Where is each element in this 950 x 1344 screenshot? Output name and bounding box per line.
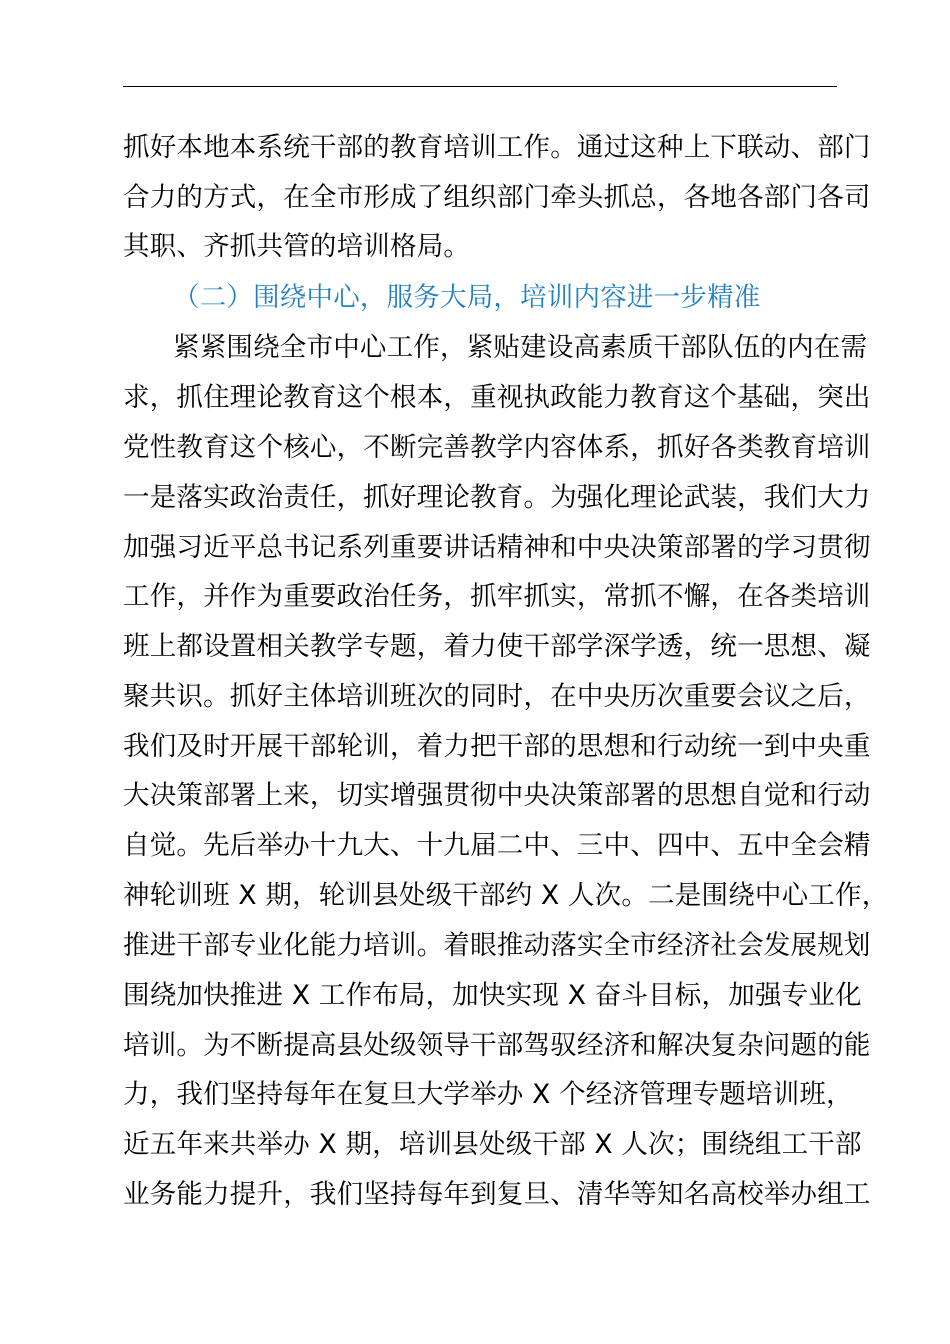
text-line: 大决策部署上来，切实增强贯彻中央决策部署的思想自觉和行动 bbox=[123, 780, 871, 811]
text-line: 业务能力提升，我们坚持每年到复旦、清华等知名高校举办组工 bbox=[123, 1179, 871, 1210]
text-line: 紧紧围绕全市中心工作，紧贴建设高素质干部队伍的内在需 bbox=[173, 332, 868, 363]
text-line: 我们及时开展干部轮训，着力把干部的思想和行动统一到中央重 bbox=[123, 731, 871, 762]
text-line: 抓好本地本系统干部的教育培训工作。通过这种上下联动、部门 bbox=[123, 132, 871, 163]
text-line: 培训。为不断提高县处级领导干部驾驭经济和解决复杂问题的能 bbox=[123, 1030, 871, 1061]
text-line: 党性教育这个核心，不断完善教学内容体系，抓好各类教育培训 bbox=[123, 432, 871, 463]
text-line: 围绕加快推进 X 工作布局，加快实现 X 奋斗目标，加强专业化 bbox=[123, 980, 862, 1011]
text-line: 近五年来共举办 X 期，培训县处级干部 X 人次；围绕组工干部 bbox=[123, 1129, 862, 1160]
text-line: 加强习近平总书记系列重要讲话精神和中央决策部署的学习贯彻 bbox=[123, 532, 871, 563]
text-line: 工作，并作为重要政治任务，抓牢抓实，常抓不懈，在各类培训 bbox=[123, 581, 871, 612]
text-line: 合力的方式，在全市形成了组织部门牵头抓总，各地各部门各司 bbox=[123, 182, 871, 213]
text-line: 求，抓住理论教育这个根本，重视执政能力教育这个基础，突出 bbox=[123, 382, 871, 413]
text-line: 力，我们坚持每年在复旦大学举办 X 个经济管理专题培训班， bbox=[123, 1079, 853, 1110]
text-line: 其职、齐抓共管的培训格局。 bbox=[123, 231, 471, 262]
section-heading: （二）围绕中心，服务大局，培训内容进一步精准 bbox=[173, 282, 761, 313]
text-line: 聚共识。抓好主体培训班次的同时，在中央历次重要会议之后， bbox=[123, 681, 871, 712]
text-line: 推进干部专业化能力培训。着眼推动落实全市经济社会发展规划 bbox=[123, 930, 871, 961]
text-line: 一是落实政治责任，抓好理论教育。为强化理论武装，我们大力 bbox=[123, 482, 871, 513]
text-line: 神轮训班 X 期，轮训县处级干部约 X 人次。二是围绕中心工作， bbox=[123, 880, 889, 911]
text-line: 自觉。先后举办十九大、十九届二中、三中、四中、五中全会精 bbox=[123, 830, 871, 861]
text-line: 班上都设置相关教学专题，着力使干部学深学透，统一思想、凝 bbox=[123, 631, 871, 662]
header-rule bbox=[123, 86, 837, 87]
